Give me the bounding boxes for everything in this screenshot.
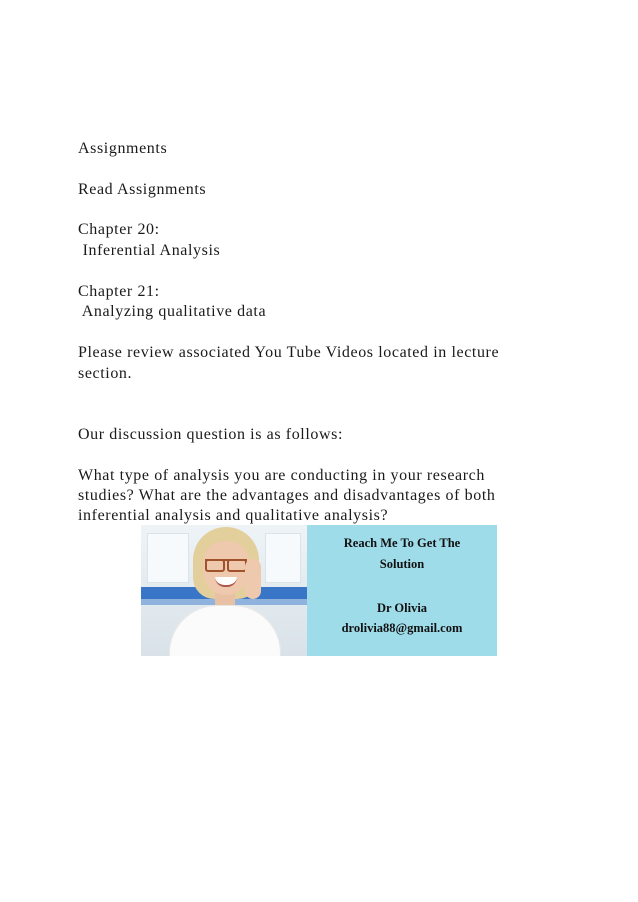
chapter-20-label: Chapter 20:: [78, 221, 160, 238]
background-window: [265, 533, 301, 583]
discussion-intro: Our discussion question is as follows:: [78, 426, 344, 443]
chapter-20-title: Inferential Analysis: [78, 242, 221, 259]
question-line-1: What type of analysis you are conducting in your research: [78, 467, 485, 484]
background-window: [147, 533, 189, 583]
chapter-21-label: Chapter 21:: [78, 283, 160, 300]
chapter-21-title: Analyzing qualitative data: [78, 303, 267, 320]
blouse: [169, 605, 281, 656]
contact-info-panel: [307, 525, 497, 656]
tutor-photo: [141, 525, 307, 656]
contact-email[interactable]: drolivia88@gmail.com: [341, 621, 463, 635]
banner-line-2: Solution: [379, 557, 425, 571]
hand: [245, 559, 261, 599]
review-text-line-2: section.: [78, 365, 133, 382]
banner-line-1: Reach Me To Get The: [343, 536, 461, 550]
review-text-line-1: Please review associated You Tube Videos located in lecture: [78, 344, 500, 361]
question-line-2: studies? What are the advantages and disadvantages of both: [78, 487, 496, 504]
heading-assignments: Assignments: [78, 140, 168, 157]
read-assignments-heading: Read Assignments: [78, 181, 207, 198]
glasses-icon: [205, 559, 247, 571]
question-line-3: inferential analysis and qualitative analysis?: [78, 507, 389, 524]
contact-banner: [141, 525, 497, 656]
contact-name: Dr Olivia: [376, 601, 428, 615]
